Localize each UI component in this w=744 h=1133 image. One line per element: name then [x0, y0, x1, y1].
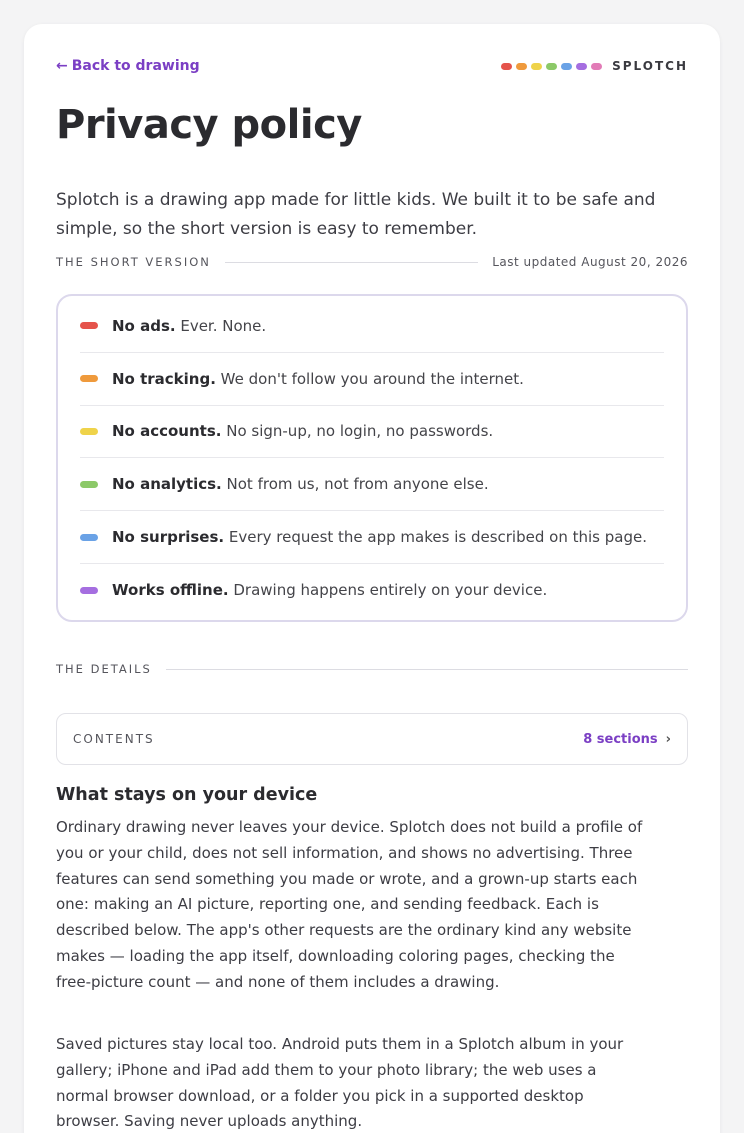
back-to-drawing-link[interactable] — [56, 58, 200, 74]
list-item — [80, 300, 664, 353]
section-title: What stays on your device — [56, 785, 318, 805]
brand-dots-logo — [501, 63, 602, 70]
list-item-text — [112, 317, 266, 335]
contents-count — [583, 732, 671, 747]
intro-text: Splotch is a drawing app made for little kids. We built it to be safe and simple, so the short version is easy to remember. — [56, 190, 656, 239]
list-item-text — [112, 370, 524, 388]
list-item-detail: Ever. None. — [175, 316, 267, 335]
color-pill-icon — [80, 375, 98, 382]
list-item — [80, 353, 664, 406]
list-item-detail: Every request the app makes is described on this page. — [224, 528, 647, 547]
list-item-detail: No sign-up, no login, no passwords. — [221, 422, 494, 441]
short-version-list — [56, 294, 688, 622]
list-item-bold: No ads. — [112, 316, 176, 335]
details-heading: THE DETAILS — [56, 662, 152, 676]
brand-dot — [561, 63, 572, 70]
brand-dot — [516, 63, 527, 70]
paragraph: Saved pictures stay local too. Android puts them in a Splotch album in your gallery; iPhone and iPad add them to your photo library; the web uses a normal browser download, or a folder you pick in a supported desktop browser. Saving never uploads anything. — [56, 1035, 624, 1131]
brand — [501, 59, 688, 73]
chevron-right-icon: › — [665, 731, 671, 747]
details-header — [56, 662, 688, 676]
list-item-detail: Not from us, not from anyone else. — [221, 475, 489, 494]
color-pill-icon — [80, 428, 98, 435]
brand-dot — [546, 63, 557, 70]
color-pill-icon — [80, 322, 98, 329]
list-item — [80, 406, 664, 459]
brand-dot — [591, 63, 602, 70]
policy-card — [24, 24, 720, 1133]
list-item-detail: We don't follow you around the internet. — [215, 369, 524, 388]
color-pill-icon — [80, 587, 98, 594]
color-pill-icon — [80, 534, 98, 541]
list-item-bold: No tracking. — [112, 369, 216, 388]
divider — [166, 669, 688, 670]
color-pill-icon — [80, 481, 98, 488]
last-updated: Last updated August 20, 2026 — [492, 255, 688, 269]
contents-label: CONTENTS — [73, 732, 155, 746]
contents-toggle[interactable] — [56, 713, 688, 765]
paragraph: Ordinary drawing never leaves your device. Splotch does not build a profile of you or your child, does not sell information, and shows no advertising. Three features can send something you made or wrote, and a grown-up starts each one: making an AI picture, reporting one, and sending feedback. Each is described below. The app's other requests are the ordinary kind any website makes — loading the app itself, downloading coloring pages, checking the free-picture count — and none of them includes a drawing. — [56, 818, 643, 991]
back-link-label: Back to drawing — [71, 58, 200, 74]
arrow-left-icon: ← — [56, 58, 68, 74]
brand-name: SPLOTCH — [612, 59, 688, 73]
list-item — [80, 458, 664, 511]
brand-dot — [576, 63, 587, 70]
list-item-text — [112, 422, 493, 440]
list-item-bold: No surprises. — [112, 528, 225, 547]
list-item-text — [112, 581, 547, 599]
list-item — [80, 511, 664, 564]
list-item-bold: No analytics. — [112, 475, 222, 494]
divider — [225, 262, 478, 263]
contents-count-label: 8 sections — [583, 731, 658, 747]
short-version-heading: THE SHORT VERSION — [56, 255, 211, 269]
list-item-bold: Works offline. — [112, 581, 229, 600]
list-item-text — [112, 528, 647, 546]
page-title: Privacy policy — [56, 102, 362, 148]
brand-dot — [531, 63, 542, 70]
brand-dot — [501, 63, 512, 70]
short-version-header — [56, 255, 688, 269]
top-bar — [56, 57, 688, 75]
list-item-text — [112, 475, 489, 493]
list-item — [80, 564, 664, 617]
list-item-bold: No accounts. — [112, 422, 222, 441]
list-item-detail: Drawing happens entirely on your device. — [228, 581, 548, 600]
